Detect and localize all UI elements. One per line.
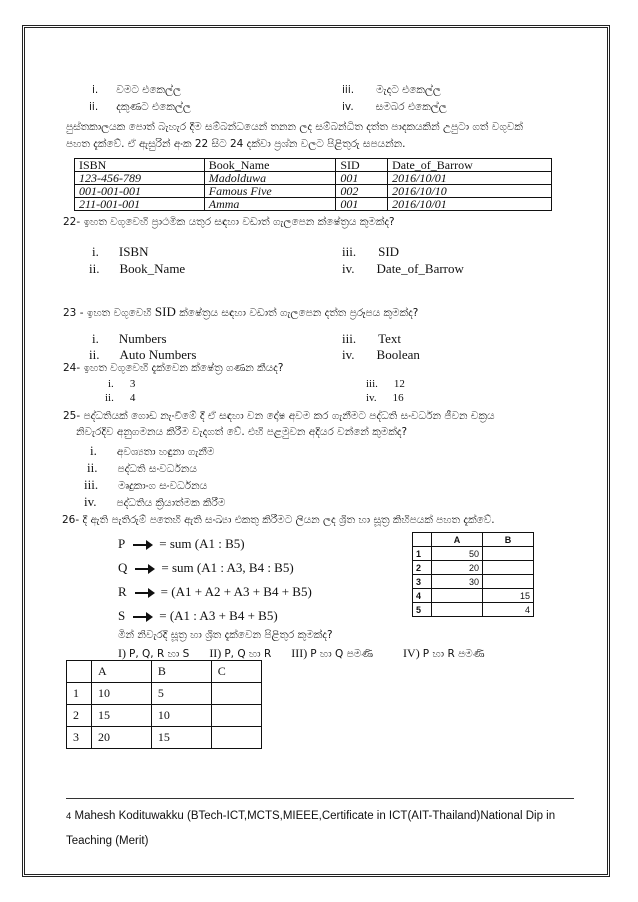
table-row <box>75 172 552 185</box>
cell: A <box>92 661 152 683</box>
cell: 3 <box>413 575 432 589</box>
arrow-icon <box>135 588 155 598</box>
cell: 5 <box>151 683 211 705</box>
q25-option-4: iv. පද්ධතිය ක්‍රියාත්මක කිරීම <box>84 494 226 509</box>
cell: 30 <box>432 575 483 589</box>
q23-option-1: i. Numbers <box>92 331 167 346</box>
formula-p: P = sum (A1 : B5) <box>118 536 245 551</box>
q23-question: 23 - ඉහත වගුවෙහි SID ක්ෂේත්‍රය සඳහා වඩාත් ගැලපෙන දත්ත ප්‍රරූපය කුමක්ද? <box>63 304 419 319</box>
cell: Famous Five <box>204 185 336 198</box>
cell: 001 <box>336 172 388 185</box>
cell <box>67 661 92 683</box>
header-sid: SID <box>336 159 388 172</box>
arrow-icon <box>135 564 155 574</box>
table-row <box>67 705 262 727</box>
q21-option-4: iv. සමබර එකෙල්ල <box>342 101 447 113</box>
cell: 5 <box>413 603 432 617</box>
q24-option-3: iii. 12 <box>366 378 405 390</box>
table-header-row <box>75 159 552 172</box>
q22-option-1: i. ISBN <box>92 244 149 259</box>
cell: Amma <box>204 198 336 211</box>
q22-option-3: iii. SID <box>342 244 400 259</box>
q25-option-1: i. අවශ්‍යතා හඳුනා ගැනීම <box>90 443 215 458</box>
cell <box>413 533 432 547</box>
table-row <box>75 185 552 198</box>
q25-question-line1: 25- පද්ධතියක් ගොඩ නැංවීමේ දී ඒ සඳහා වන දෝෂ අවම කර ගැනීමට පද්ධති සංවර්ධන ජීවන චක්‍රය <box>63 410 495 422</box>
cell: 15 <box>92 705 152 727</box>
footer-line-1: 4 Mahesh Kodituwakku (BTech-ICT,MCTS,MIEEE,Certificate in ICT(AIT-Thailand)National Dip in <box>66 810 556 822</box>
table-row <box>67 727 262 749</box>
q23-option-4: iv. Boolean <box>342 347 420 362</box>
header-date: Date_of_Barrow <box>388 159 552 172</box>
q21-option-3: iii. මැදට එකෙල්ල <box>342 84 441 96</box>
q21-option-1: i. වමට එකෙල්ල <box>92 84 182 96</box>
footer-line-2: Teaching (Merit) <box>66 835 149 847</box>
q25-option-2: ii. පද්ධති සංවර්ධනය <box>87 460 197 475</box>
cell: 15 <box>483 589 534 603</box>
q23-option-3: iii. Text <box>342 331 402 346</box>
q24-option-4: iv. 16 <box>366 392 404 404</box>
cell: 2 <box>67 705 92 727</box>
cell <box>211 727 261 749</box>
cell: 002 <box>336 185 388 198</box>
table-row <box>413 589 534 603</box>
sheet-header-row <box>413 533 534 547</box>
q24-question: 24- ඉහත වගුවෙහි දැක්වෙන ක්ෂේත්‍ර ගණන කීයද? <box>63 362 284 374</box>
cell: 3 <box>67 727 92 749</box>
formula-r: R = (A1 + A2 + A3 + B4 + B5) <box>118 584 312 599</box>
cell <box>432 603 483 617</box>
cell: 1 <box>67 683 92 705</box>
cell: 15 <box>151 727 211 749</box>
intro-line-1: පුස්තකාලයක පොත් බැහැර දීම සම්බන්ධයෙන් තනන ලද සම්බන්ධිත දත්ත පාදකයකින් උපුටා ගත් වගුවක් <box>66 121 523 133</box>
q22-option-2: ii. Book_Name <box>89 261 186 276</box>
cell: 2016/10/10 <box>388 185 552 198</box>
q25-option-3: iii. මෘදුකාංග සංවර්ධනය <box>84 477 208 492</box>
cell: 20 <box>92 727 152 749</box>
arrow-icon <box>133 612 153 622</box>
cell: 10 <box>92 683 152 705</box>
intro-line-2: පහත දැක්වේ. ඒ ඇසුරින් අංක 22 සිට 24 දක්වා ප්‍රශ්න වලට පිළිතුරු සපයන්න. <box>66 138 406 150</box>
q26-subquestion: මින් නිවැරදි සූත්‍ර හා ශ්‍රිත දැක්වෙන පිළිතුර කුමක්ද? <box>118 629 333 641</box>
cell <box>483 575 534 589</box>
cell: 2016/10/01 <box>388 198 552 211</box>
table-row <box>413 575 534 589</box>
library-table <box>74 158 552 211</box>
table-row <box>413 603 534 617</box>
q22-option-4: iv. Date_of_Barrow <box>342 261 464 276</box>
cell: 001-001-001 <box>75 185 205 198</box>
cell: 1 <box>413 547 432 561</box>
cell: B <box>483 533 534 547</box>
cell: 4 <box>413 589 432 603</box>
cell: 10 <box>151 705 211 727</box>
table-row <box>67 683 262 705</box>
q24-option-1: i. 3 <box>108 378 136 390</box>
q26-options: I) P, Q, R හා S II) P, Q හා R III) P හා Q පමණි IV) P හා R පමණි <box>118 646 485 660</box>
cell: 4 <box>483 603 534 617</box>
cell <box>483 547 534 561</box>
cell: A <box>432 533 483 547</box>
arrow-icon <box>133 540 153 550</box>
cell: 211-001-001 <box>75 198 205 211</box>
q22-question: 22- ඉහත වගුවෙහි ප්‍රාථමික යතුර සඳහා වඩාත් ගැලපෙන ක්ෂේත්‍රය කුමක්ද? <box>63 216 395 228</box>
cell: C <box>211 661 261 683</box>
cell: 123-456-789 <box>75 172 205 185</box>
cell: 2016/10/01 <box>388 172 552 185</box>
header-isbn: ISBN <box>75 159 205 172</box>
cell: 20 <box>432 561 483 575</box>
q25-question-line2: නිවැරදිව අනුගමනය කිරීම වැදගත් වේ. එහි පළමුවන අදියර වන්නේ කුමක්ද? <box>76 426 408 438</box>
cell <box>211 683 261 705</box>
q26-question: 26- දී ඇති පැතිරුම් පතෙහි ඇති සංඛ්‍යා එකතු කිරීමට ලියන ලද ශ්‍රිත හා සූත්‍ර කිහිපයක් පහත දැක්වේ. <box>62 514 495 526</box>
formula-q: Q = sum (A1 : A3, B4 : B5) <box>118 560 294 575</box>
cell <box>483 561 534 575</box>
q21-option-2: ii. දකුණට එකෙල්ල <box>89 101 191 113</box>
q23-option-2: ii. Auto Numbers <box>89 347 197 362</box>
bottom-table <box>66 660 262 749</box>
cell: 001 <box>336 198 388 211</box>
cell <box>432 589 483 603</box>
table-header-row <box>67 661 262 683</box>
spreadsheet-table <box>412 532 534 617</box>
cell: Madolduwa <box>204 172 336 185</box>
header-book-name: Book_Name <box>204 159 336 172</box>
q24-option-2: ii. 4 <box>105 392 136 404</box>
table-row <box>413 561 534 575</box>
cell: B <box>151 661 211 683</box>
cell: 2 <box>413 561 432 575</box>
cell: 50 <box>432 547 483 561</box>
table-row <box>413 547 534 561</box>
table-row <box>75 198 552 211</box>
formula-s: S = (A1 : A3 + B4 + B5) <box>118 608 278 623</box>
cell <box>211 705 261 727</box>
footer-divider <box>66 798 574 799</box>
